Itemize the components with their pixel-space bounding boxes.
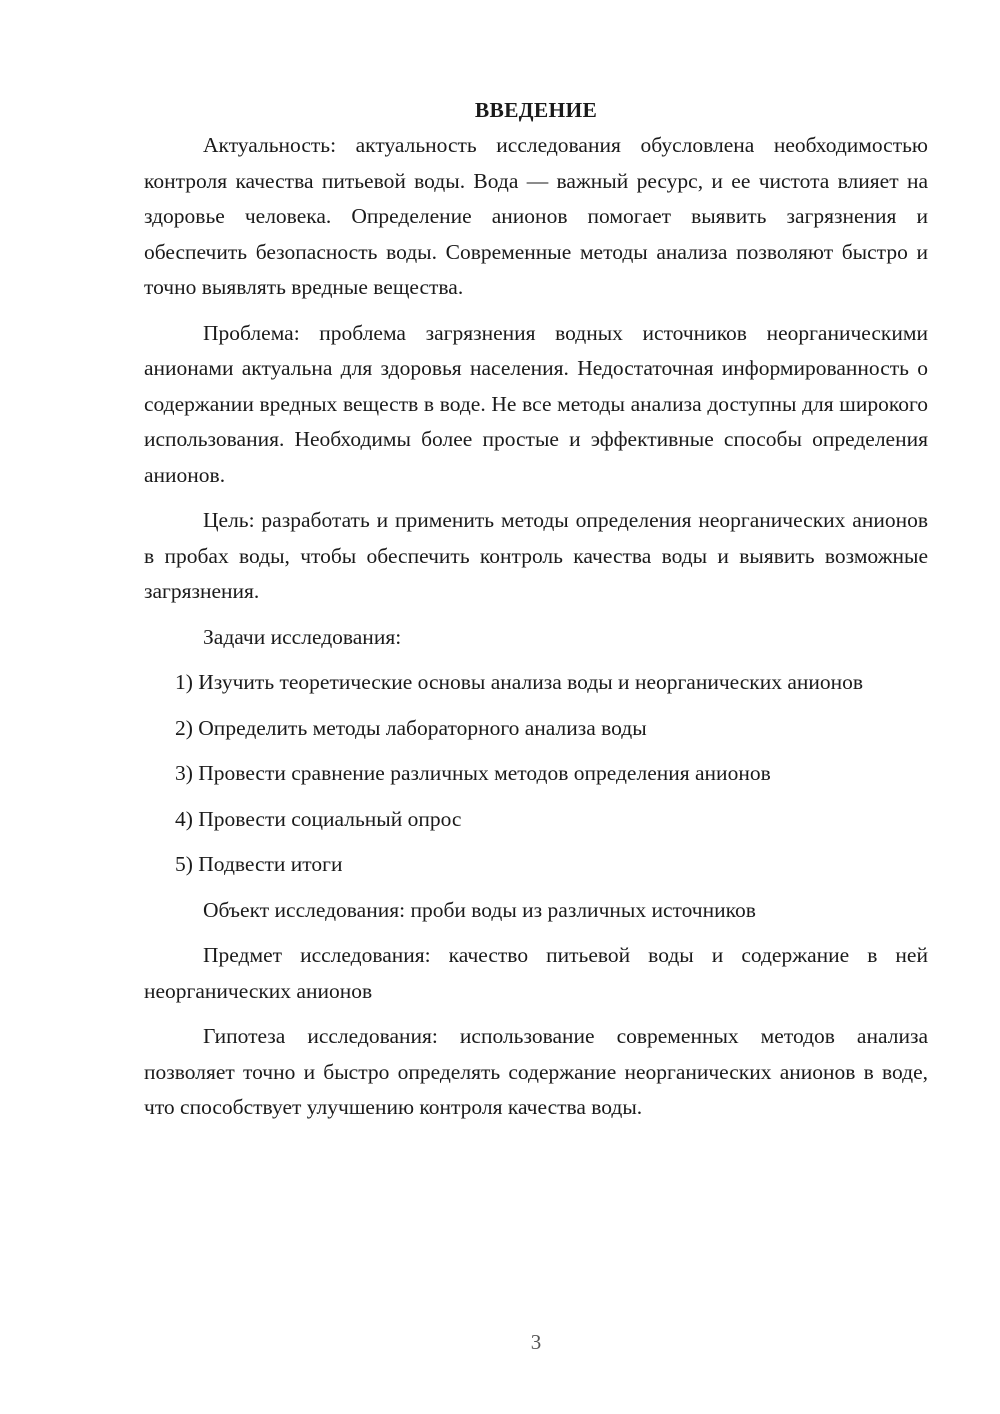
paragraph-object: Объект исследования: проби воды из различных источников [203,897,756,922]
page-title: ВВЕДЕНИЕ [474,98,598,122]
paragraph-subject: Предмет исследования: качество питьевой воды и содержание в ней неорганических анионов [144,943,928,1003]
task-item-2: 2) Определить методы лабораторного анализа воды [175,715,647,740]
paragraph-problem: Проблема: проблема загрязнения водных источников неорганическими анионами актуальна для здоровья населения. Недостаточная информированность о содержании вредных веществ в воде. Не все методы анализа доступны для широкого использования. Необходимы более простые и эффективные способы определения анионов. [144,320,928,487]
task-item-1: 1) Изучить теоретические основы анализа воды и неорганических анионов [175,670,864,694]
paragraph-relevance: Актуальность: актуальность исследования обусловлена необходимостью контроля качества питьевой воды. Вода — важный ресурс, и ее чистота влияет на здоровье человека. Определение анионов помогает выявить загрязнения и обеспечить безопасность воды. Современные методы анализа позволяют быстро и точно выявлять вредные вещества. [144,133,928,299]
document-body [144,92,928,1136]
task-item-4: 4) Провести социальный опрос [175,806,462,831]
paragraph-hypothesis: Гипотеза исследования: использование современных методов анализа позволяет точно и быстро определять содержание неорганических анионов в воде, что способствует улучшению контроля качества воды. [144,1024,928,1119]
task-item-5: 5) Подвести итоги [175,852,343,876]
paragraph-goal: Цель: разработать и применить методы определения неорганических анионов в пробах воды, чтобы обеспечить контроль качества воды и выявить возможные загрязнения. [144,508,928,603]
task-item-3: 3) Провести сравнение различных методов определения анионов [175,761,771,785]
page-number: 3 [530,1330,542,1354]
tasks-heading: Задачи исследования: [203,624,402,649]
